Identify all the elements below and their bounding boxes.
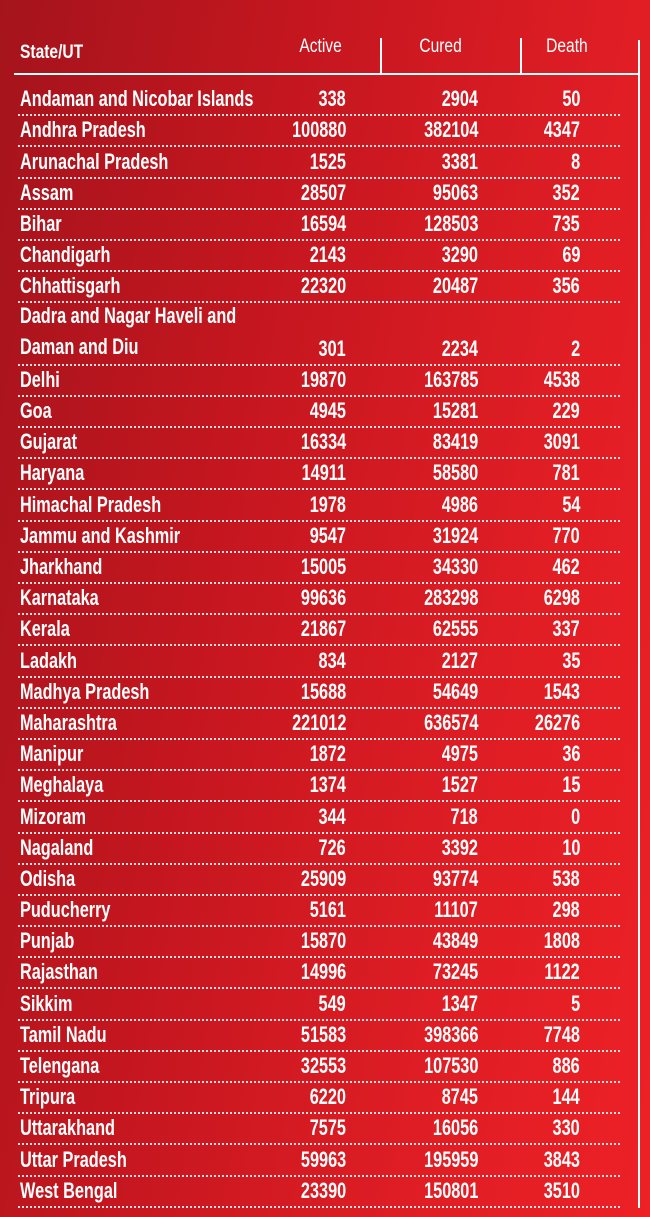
state-name: Madhya Pradesh xyxy=(20,678,150,704)
death-value: 462 xyxy=(552,554,580,580)
cured-value: 163785 xyxy=(423,366,478,392)
table-row xyxy=(18,522,620,553)
active-value: 834 xyxy=(318,647,346,673)
death-value: 3843 xyxy=(543,1146,580,1172)
cured-value: 20487 xyxy=(432,273,478,299)
table-row xyxy=(18,1145,620,1176)
table-row xyxy=(18,210,620,241)
state-name: Chhattisgarh xyxy=(20,273,121,299)
table-row xyxy=(18,272,620,303)
state-name: Jharkhand xyxy=(20,554,103,580)
cured-value: 1527 xyxy=(441,772,478,798)
state-name: Rajasthan xyxy=(20,959,98,985)
active-value: 338 xyxy=(318,86,346,112)
state-name: Maharashtra xyxy=(20,709,117,735)
state-name: Mizoram xyxy=(20,803,87,829)
cured-value: 4975 xyxy=(441,741,478,767)
death-value: 330 xyxy=(552,1115,580,1141)
state-name: Andaman and Nicobar Islands xyxy=(20,86,254,112)
death-value: 15 xyxy=(561,772,580,798)
state-name: Ladakh xyxy=(20,647,78,673)
table-row xyxy=(18,1177,620,1208)
death-value: 356 xyxy=(552,273,580,299)
cured-value: 31924 xyxy=(432,522,478,548)
table-row xyxy=(18,709,620,740)
cured-value: 2904 xyxy=(441,86,478,112)
death-value: 1543 xyxy=(543,678,580,704)
state-name: West Bengal xyxy=(20,1177,118,1203)
state-name: Tamil Nadu xyxy=(20,1021,107,1047)
death-value: 50 xyxy=(561,86,580,112)
table-row xyxy=(18,989,620,1020)
table-row xyxy=(18,1021,620,1052)
death-value: 352 xyxy=(552,179,580,205)
death-value: 4347 xyxy=(543,117,580,143)
state-name: Karnataka xyxy=(20,585,99,611)
death-value: 337 xyxy=(552,616,580,642)
death-value: 2 xyxy=(570,335,580,361)
table-row xyxy=(18,241,620,272)
cured-value: 54649 xyxy=(432,678,478,704)
state-name: Punjab xyxy=(20,928,75,954)
header-rule xyxy=(14,73,638,75)
cured-value: 4986 xyxy=(441,491,478,517)
active-value: 22320 xyxy=(300,273,346,299)
active-value: 15688 xyxy=(300,678,346,704)
active-value: 1872 xyxy=(309,741,346,767)
active-value: 15870 xyxy=(300,928,346,954)
death-value: 6298 xyxy=(543,585,580,611)
cured-value: 3392 xyxy=(441,834,478,860)
death-value: 1122 xyxy=(544,959,580,985)
table-row xyxy=(18,771,620,802)
table-row xyxy=(18,553,620,584)
active-value: 16594 xyxy=(300,210,346,236)
table-row xyxy=(18,116,620,147)
active-value: 99636 xyxy=(300,585,346,611)
state-name: Tripura xyxy=(20,1084,76,1110)
active-value: 16334 xyxy=(300,429,346,455)
cured-value: 382104 xyxy=(423,117,478,143)
active-value: 9547 xyxy=(309,522,346,548)
state-name: Puducherry xyxy=(20,897,111,923)
cured-value: 73245 xyxy=(432,959,478,985)
state-name: Bihar xyxy=(20,210,62,236)
table-row xyxy=(18,1083,620,1114)
cured-value: 34330 xyxy=(432,554,478,580)
cured-value: 93774 xyxy=(432,865,478,891)
active-value: 7575 xyxy=(309,1115,346,1141)
active-value: 25909 xyxy=(300,865,346,891)
state-name: Andhra Pradesh xyxy=(20,117,146,143)
table-row xyxy=(18,896,620,927)
state-name: Haryana xyxy=(20,460,85,486)
cured-value: 62555 xyxy=(432,616,478,642)
table-row xyxy=(18,584,620,615)
table-row xyxy=(18,678,620,709)
state-name: Chandigarh xyxy=(20,242,111,268)
table-row xyxy=(18,397,620,428)
cured-value: 128503 xyxy=(423,210,478,236)
death-value: 54 xyxy=(561,491,580,517)
table-row xyxy=(18,366,620,397)
state-name: Uttar Pradesh xyxy=(20,1146,127,1172)
death-value: 886 xyxy=(552,1053,580,1079)
active-value: 2143 xyxy=(309,242,346,268)
active-value: 19870 xyxy=(300,366,346,392)
state-name: Telengana xyxy=(20,1053,100,1079)
death-value: 0 xyxy=(570,803,580,829)
death-value: 7748 xyxy=(543,1021,580,1047)
death-value: 144 xyxy=(552,1084,580,1110)
death-value: 229 xyxy=(552,398,580,424)
cured-value: 2234 xyxy=(441,335,478,361)
cured-value: 43849 xyxy=(432,928,478,954)
death-value: 3510 xyxy=(543,1177,580,1203)
state-name: Arunachal Pradesh xyxy=(20,148,169,174)
right-border-rule xyxy=(638,40,640,1208)
header-active: Active xyxy=(299,36,342,57)
active-value: 23390 xyxy=(300,1177,346,1203)
death-value: 69 xyxy=(561,242,580,268)
table-row xyxy=(18,147,620,178)
cured-value: 398366 xyxy=(423,1021,478,1047)
death-value: 538 xyxy=(552,865,580,891)
header-death: Death xyxy=(546,36,588,57)
table-row xyxy=(18,490,620,521)
table-header xyxy=(0,0,640,76)
cured-value: 83419 xyxy=(432,429,478,455)
table-row xyxy=(18,85,620,116)
state-name: Uttarakhand xyxy=(20,1115,115,1141)
cured-value: 636574 xyxy=(423,709,478,735)
active-value: 1525 xyxy=(309,148,346,174)
active-value: 14911 xyxy=(301,460,346,486)
state-name: Meghalaya xyxy=(20,772,104,798)
state-name: Nagaland xyxy=(20,834,94,860)
active-value: 5161 xyxy=(309,897,346,923)
state-name: Dadra and Nagar Haveli and Daman and Diu xyxy=(20,302,237,359)
active-value: 28507 xyxy=(300,179,346,205)
active-value: 32553 xyxy=(300,1053,346,1079)
table-row xyxy=(18,740,620,771)
table-row xyxy=(18,179,620,210)
active-value: 301 xyxy=(318,335,346,361)
death-value: 4538 xyxy=(543,366,580,392)
state-name: Manipur xyxy=(20,741,84,767)
column-divider xyxy=(520,38,522,74)
table-row xyxy=(18,927,620,958)
table-row xyxy=(18,1052,620,1083)
table-row xyxy=(18,865,620,896)
cured-value: 15281 xyxy=(432,398,478,424)
death-value: 26276 xyxy=(534,709,580,735)
death-value: 5 xyxy=(570,990,580,1016)
cured-value: 58580 xyxy=(432,460,478,486)
active-value: 1978 xyxy=(309,491,346,517)
state-name: Jammu and Kashmir xyxy=(20,522,181,548)
active-value: 51583 xyxy=(300,1021,346,1047)
death-value: 770 xyxy=(552,522,580,548)
table-row xyxy=(18,802,620,833)
active-value: 344 xyxy=(318,803,346,829)
header-cured: Cured xyxy=(419,36,462,57)
death-value: 35 xyxy=(561,647,580,673)
death-value: 735 xyxy=(552,210,580,236)
death-value: 298 xyxy=(552,897,580,923)
cured-value: 107530 xyxy=(423,1053,478,1079)
state-name: Gujarat xyxy=(20,429,78,455)
death-value: 36 xyxy=(561,741,580,767)
table-row xyxy=(18,646,620,677)
state-name: Himachal Pradesh xyxy=(20,491,162,517)
table-row xyxy=(18,428,620,459)
cured-value: 16056 xyxy=(432,1115,478,1141)
table-row xyxy=(18,303,620,365)
active-value: 100880 xyxy=(291,117,346,143)
death-value: 3091 xyxy=(543,429,580,455)
death-value: 781 xyxy=(552,460,580,486)
active-value: 549 xyxy=(318,990,346,1016)
active-value: 1374 xyxy=(309,772,346,798)
state-name: Sikkim xyxy=(20,990,73,1016)
cured-value: 195959 xyxy=(423,1146,478,1172)
active-value: 4945 xyxy=(309,398,346,424)
cured-value: 150801 xyxy=(423,1177,478,1203)
cured-value: 2127 xyxy=(441,647,478,673)
table-row xyxy=(18,834,620,865)
active-value: 14996 xyxy=(300,959,346,985)
active-value: 15005 xyxy=(300,554,346,580)
cured-value: 3290 xyxy=(441,242,478,268)
active-value: 726 xyxy=(318,834,346,860)
state-name: Assam xyxy=(20,179,74,205)
cured-value: 283298 xyxy=(423,585,478,611)
table-row xyxy=(18,459,620,490)
cured-value: 95063 xyxy=(432,179,478,205)
active-value: 59963 xyxy=(300,1146,346,1172)
state-name: Odisha xyxy=(20,865,76,891)
cured-value: 1347 xyxy=(441,990,478,1016)
active-value: 221012 xyxy=(291,709,346,735)
cured-value: 8745 xyxy=(441,1084,478,1110)
death-value: 10 xyxy=(561,834,580,860)
active-value: 21867 xyxy=(300,616,346,642)
death-value: 8 xyxy=(570,148,580,174)
table-row xyxy=(18,1114,620,1145)
table-row xyxy=(18,958,620,989)
state-name: Goa xyxy=(20,398,52,424)
state-name: Delhi xyxy=(20,366,60,392)
cured-value: 3381 xyxy=(441,148,478,174)
header-state: State/UT xyxy=(20,42,84,63)
death-value: 1808 xyxy=(543,928,580,954)
table-body xyxy=(18,85,620,1208)
cured-value: 11107 xyxy=(434,897,478,923)
active-value: 6220 xyxy=(309,1084,346,1110)
cured-value: 718 xyxy=(450,803,478,829)
table-row xyxy=(18,615,620,646)
column-divider xyxy=(380,38,382,74)
state-name: Kerala xyxy=(20,616,70,642)
